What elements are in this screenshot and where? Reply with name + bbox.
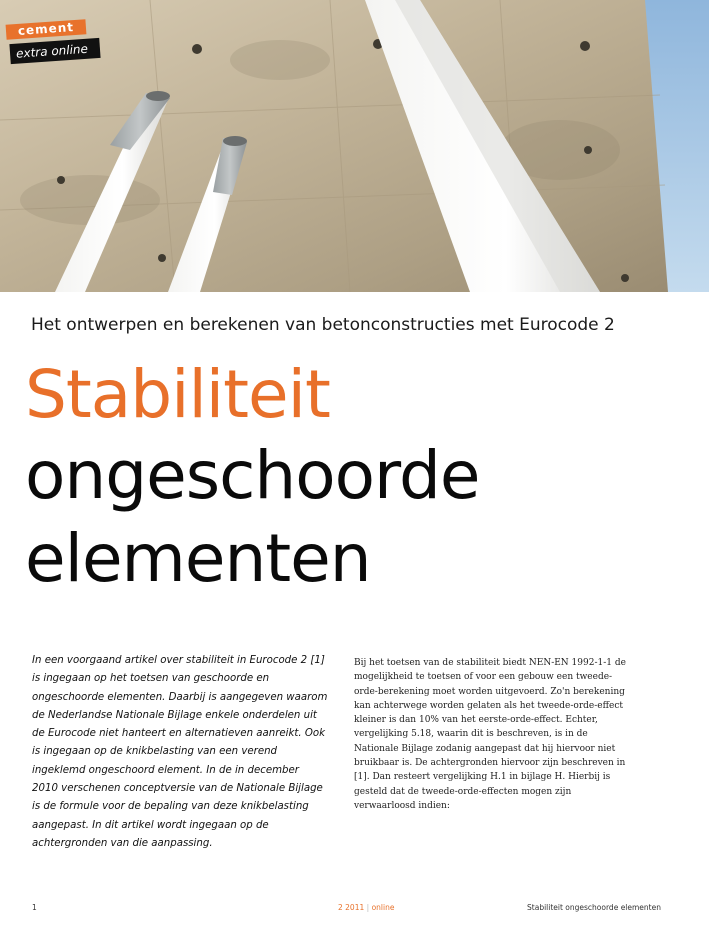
issue-number: 2 2011 bbox=[338, 903, 365, 912]
issue-label bbox=[338, 903, 394, 912]
issue-separator: | bbox=[366, 903, 370, 912]
article-title-line-1: Stabiliteit bbox=[25, 356, 330, 433]
cement-logo: cement bbox=[6, 19, 87, 40]
hero-photo bbox=[0, 0, 709, 292]
page-number: 1 bbox=[32, 903, 37, 912]
issue-edition: online bbox=[371, 903, 395, 912]
hero-photo-illustration bbox=[0, 0, 709, 292]
article-subtitle: Het ontwerpen en berekenen van betonconstructies met Eurocode 2 bbox=[31, 315, 615, 335]
article-title-line-2: ongeschoorde bbox=[25, 437, 480, 514]
article-title-line-3: elementen bbox=[25, 520, 371, 597]
article-intro: In een voorgaand artikel over stabiliteit in Eurocode 2 [1] is ingegaan op het toetsen van geschoorde en ongeschoorde elementen. Daarbij is aangegeven waarom de Nederlandse Nationale Bijlage enkele onderdelen uit de Eurocode niet hanteert en alternatieven aanreikt. Ook is ingegaan op de knikbelasting van een verend ingeklemd ongeschoord element. In de in december 2010 verschenen conceptversie van de Nationale Bijlage is de formule voor de bepaling van deze knikbelasting aangepast. In dit artikel wordt ingegaan op de achtergronden van die aanpassing. bbox=[32, 655, 328, 849]
running-title: Stabiliteit ongeschoorde elementen bbox=[527, 903, 661, 912]
article-body: Bij het toetsen van de stabiliteit biedt NEN-EN 1992-1-1 de mogelijkheid te toetsen of voor een gebouw een tweede-orde-berekening moet worden uitgevoerd. Zo'n berekening kan achterwege worden gelaten als het tweede-orde-effect kleiner is dan 10% van het eerste-orde-effect. Echter, vergelijking 5.18, waarin dit is beschreven, is in de Nationale Bijlage zodanig aangepast dat hij hiervoor niet bruikbaar is. De achtergronden hiervoor zijn beschreven in [1]. Dan resteert vergelijking H.1 in bijlage H. Hierbij is gesteld dat de tweede-orde-effecten mogen zijn verwaarloosd indien: bbox=[354, 658, 626, 811]
section-tag: extra online bbox=[9, 38, 100, 64]
